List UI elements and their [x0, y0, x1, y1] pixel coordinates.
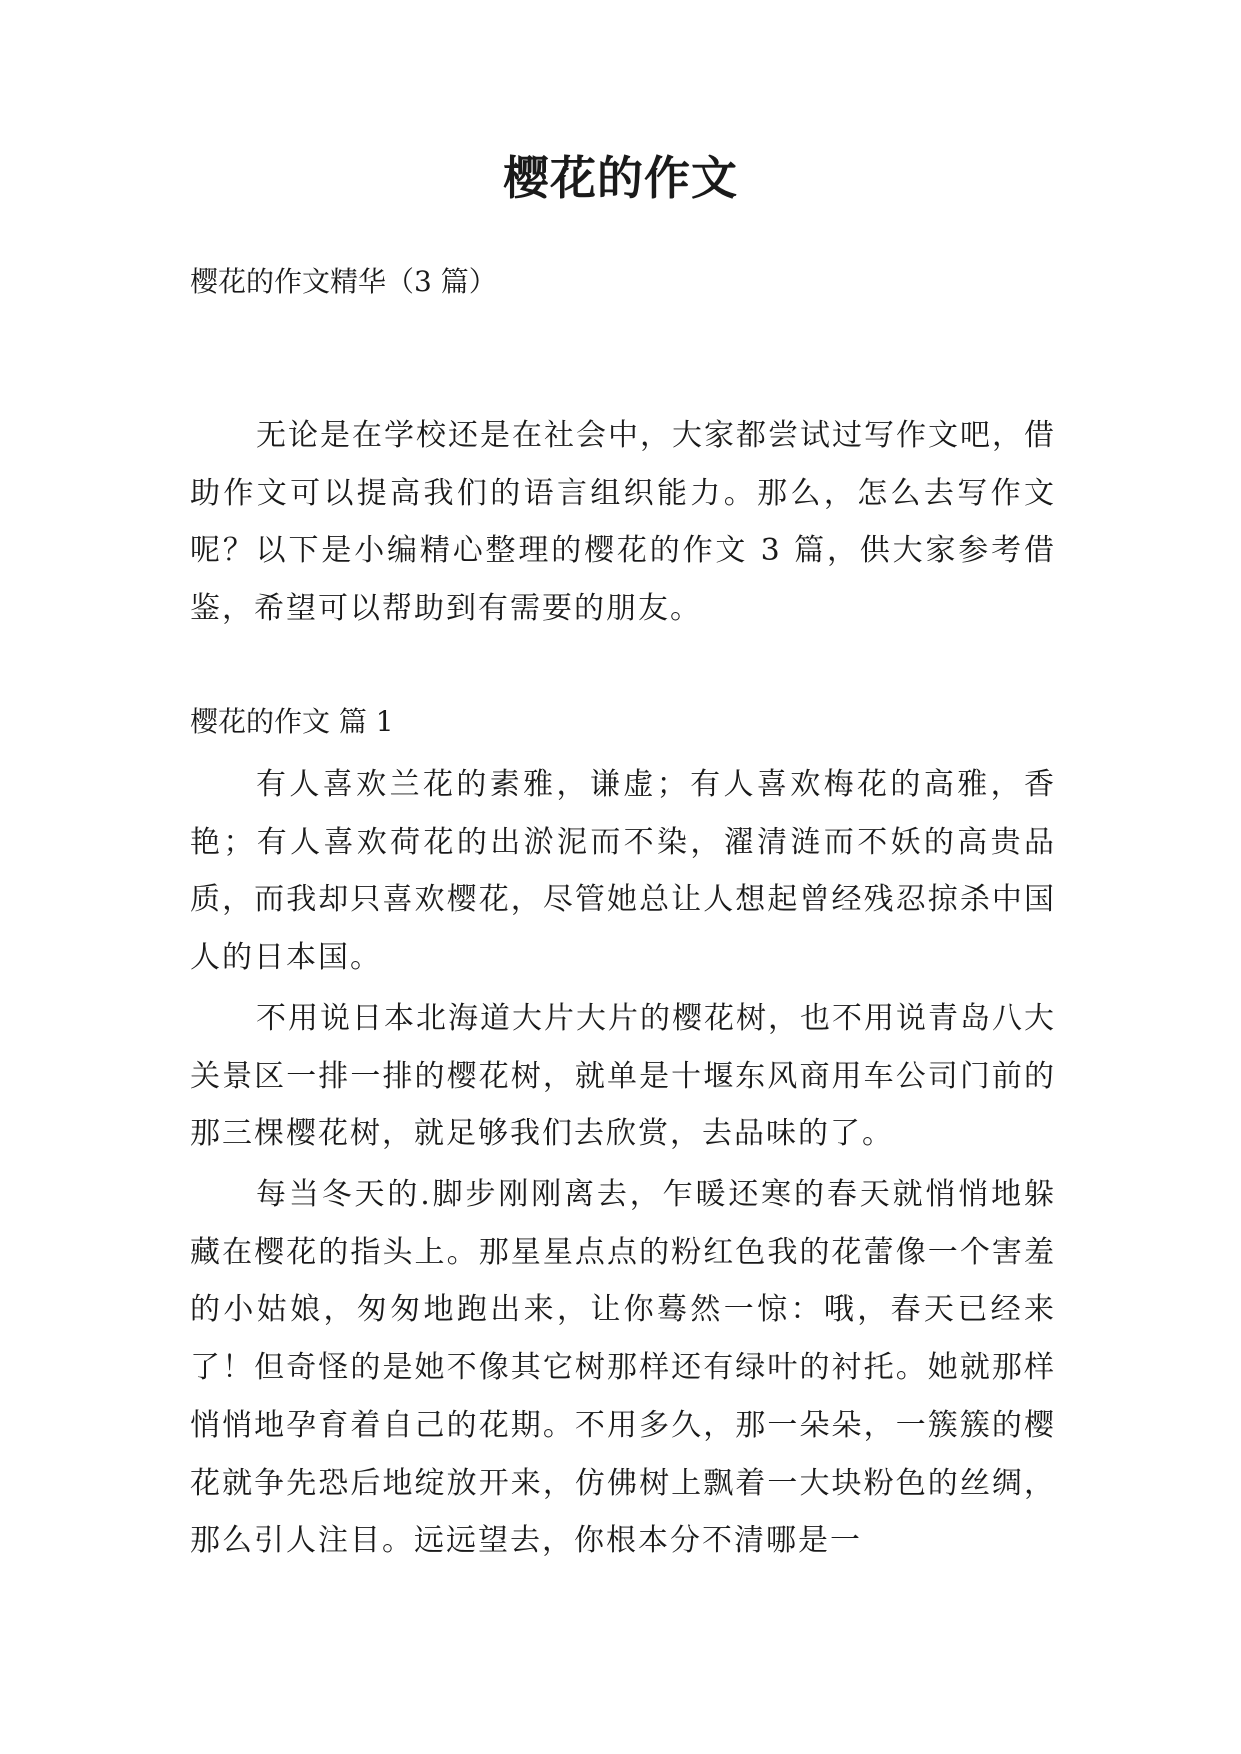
document-title: 樱花的作文	[503, 151, 738, 205]
intro-text: 无论是在学校还是在社会中，大家都尝试过写作文吧，借助作文可以提高我们的语言组织能力。那么，怎么去写作文呢？以下是小编精心整理的樱花的作文 3 篇，供大家参考借鉴，希望可以帮助到有需要的朋友。	[190, 418, 1056, 627]
paragraph-2-text: 不用说日本北海道大片大片的樱花树，也不用说青岛八大关景区一排一排的樱花树，就单是十堰东风商用车公司门前的那三棵樱花树，就足够我们去欣赏，去品味的了。	[190, 1001, 1056, 1152]
paragraph-1	[190, 756, 1056, 987]
paragraph-3-text: 每当冬天的.脚步刚刚离去，乍暖还寒的春天就悄悄地躲藏在樱花的指头上。那星星点点的粉红色我的花蕾像一个害羞的小姑娘，匆匆地跑出来，让你蓦然一惊：哦，春天已经来了！但奇怪的是她不像其它树那样还有绿叶的衬托。她就那样悄悄地孕育着自己的花期。不用多久，那一朵朵，一簇簇的樱花就争先恐后地绽放开来，仿佛树上飘着一大块粉色的丝绸，那么引人注目。远远望去，你根本分不清哪是一	[190, 1177, 1056, 1559]
paragraph-1-text: 有人喜欢兰花的素雅，谦虚；有人喜欢梅花的高雅，香艳；有人喜欢荷花的出淤泥而不染，濯清涟而不妖的高贵品质，而我却只喜欢樱花，尽管她总让人想起曾经残忍掠杀中国人的日本国。	[190, 767, 1056, 976]
intro-paragraph	[190, 407, 1056, 638]
paragraph-2	[190, 990, 1056, 1163]
paragraph-3	[190, 1166, 1056, 1570]
section-heading: 樱花的作文 篇 1	[190, 705, 394, 738]
document-subtitle: 樱花的作文精华（3 篇）	[190, 265, 497, 298]
